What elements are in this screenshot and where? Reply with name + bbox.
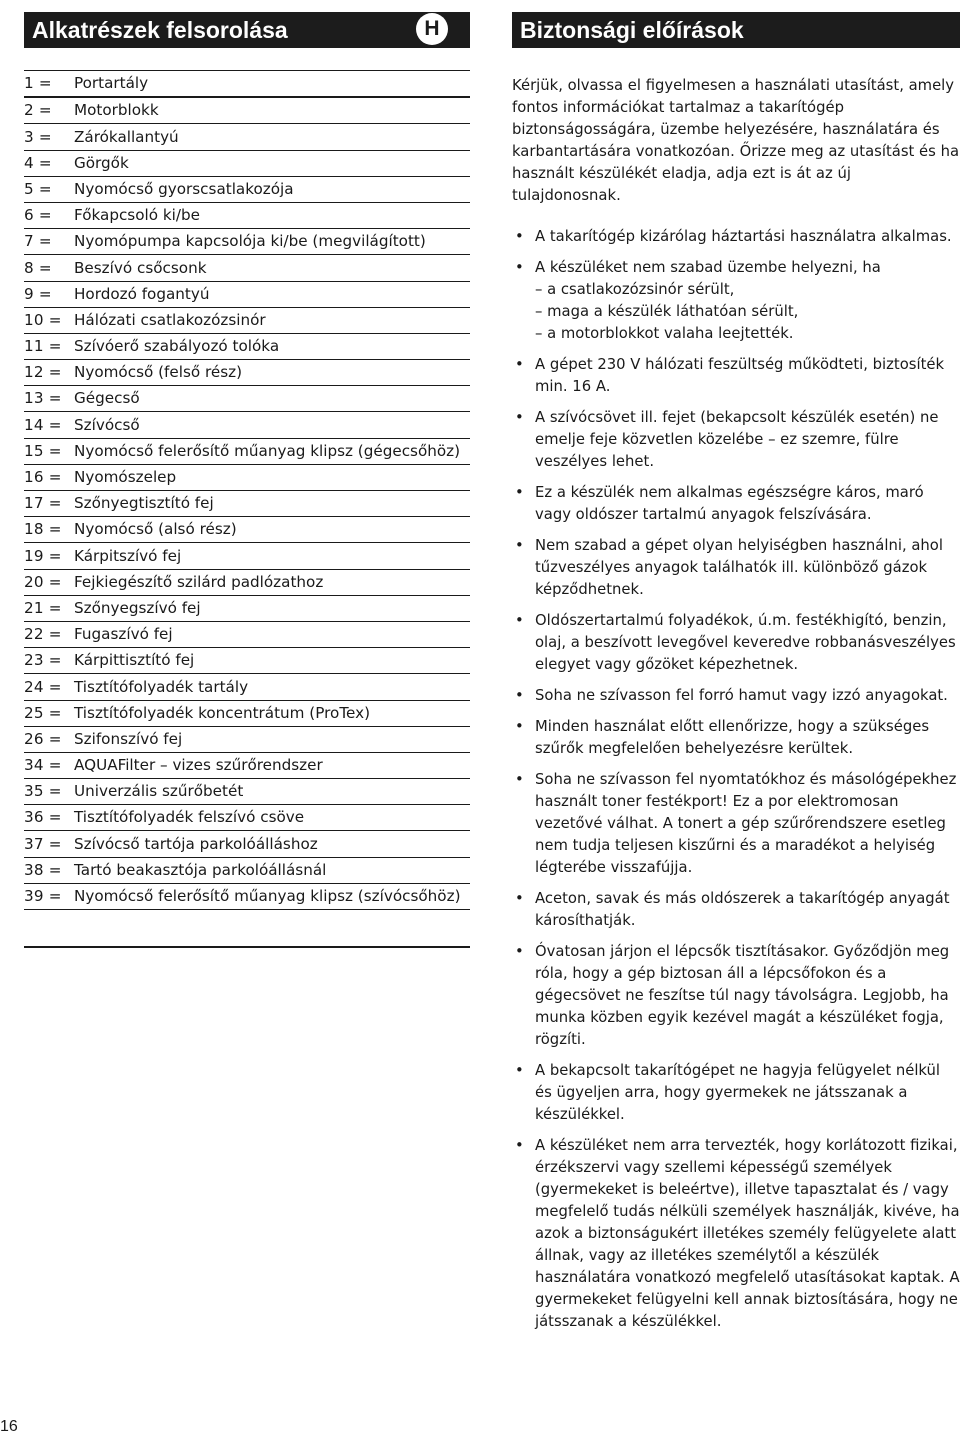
part-label: AQUAFilter – vizes szűrőrendszer: [74, 756, 323, 775]
bullet-icon: •: [515, 259, 524, 276]
parts-list-item: [24, 753, 470, 779]
language-badge: H: [416, 13, 448, 45]
bullet-icon: •: [515, 356, 524, 373]
page-number: 16: [0, 1418, 18, 1435]
bullet-icon: •: [515, 612, 524, 629]
parts-list-item: [24, 229, 470, 255]
part-label: Szívócső: [74, 415, 140, 434]
part-label: Nyomópumpa kapcsolója ki/be (megvilágított): [74, 232, 426, 251]
parts-list-item: [24, 727, 470, 753]
part-number: 15 =: [24, 441, 62, 460]
part-number: 20 =: [24, 572, 62, 591]
part-number: 16 =: [24, 468, 62, 486]
safety-rule-item: [512, 888, 960, 932]
safety-rule-text: Soha ne szívasson fel nyomtatókhoz és másológépekhez használt toner festékport! Ez a por elektromosan vezetővé válhat. A tonert a gép szűrőrendszere esetleg nem tudja teljesen kiszűrni és a maradékot a helyiség légterébe visszafújja.: [535, 771, 957, 876]
part-number: 25 =: [24, 703, 62, 722]
parts-list-item: [24, 648, 470, 674]
part-label: Fejkiegészítő szilárd padlózathoz: [74, 572, 324, 591]
bullet-icon: •: [515, 1137, 524, 1154]
safety-rule-text: A gépet 230 V hálózati feszültség működteti, biztosíték min. 16 A.: [535, 356, 945, 395]
parts-list-item: [24, 439, 470, 465]
part-label: Nyomócső (felső rész): [74, 363, 243, 382]
safety-rule-item: [512, 716, 960, 760]
safety-rule-text: Soha ne szívasson fel forró hamut vagy izzó anyagokat.: [535, 687, 948, 704]
part-number: 37 =: [24, 834, 62, 853]
parts-list-item: [24, 858, 470, 884]
part-number: 6 =: [24, 206, 52, 225]
part-label: Portartály: [74, 74, 149, 93]
part-label: Szívócső tartója parkolóálláshoz: [74, 834, 318, 853]
parts-list-item: [24, 517, 470, 543]
part-number: 11 =: [24, 337, 62, 356]
safety-rule-item: [512, 482, 960, 526]
bullet-icon: •: [515, 484, 524, 501]
part-number: 9 =: [24, 284, 52, 303]
part-number: 3 =: [24, 127, 52, 146]
safety-rule-text: Oldószertartalmú folyadékok, ú.m. festékhigító, benzin, olaj, a beszívott levegővel keveredve robbanásveszélyes elegyet vagy gőzöket képezhetnek.: [535, 612, 956, 673]
parts-list-item: [24, 124, 470, 150]
part-number: 14 =: [24, 415, 62, 434]
part-label: Szőnyegtisztító fej: [74, 494, 214, 513]
parts-list-item: [24, 570, 470, 596]
safety-rule-subitem: – a csatlakozózsinór sérült,: [535, 281, 735, 298]
part-number: 19 =: [24, 546, 62, 565]
parts-list-item: [24, 308, 470, 334]
safety-rule-item: [512, 941, 960, 1051]
parts-list-item: [24, 543, 470, 569]
part-label: Nyomócső (alsó rész): [74, 520, 237, 539]
part-label: Hordozó fogantyú: [74, 284, 210, 303]
safety-rule-item: [512, 257, 960, 345]
part-label: Tartó beakasztója parkolóállásnál: [74, 860, 327, 879]
part-label: Nyomócső felerősítő műanyag klipsz (szívócsőhöz): [74, 887, 461, 905]
part-label: Nyomócső felerősítő műanyag klipsz (gégecsőhöz): [74, 441, 461, 460]
part-label: Tisztítófolyadék koncentrátum (ProTex): [74, 703, 370, 722]
part-label: Univerzális szűrőbetét: [74, 782, 244, 801]
part-number: 8 =: [24, 258, 52, 277]
parts-list-item: [24, 360, 470, 386]
part-number: 36 =: [24, 808, 62, 827]
parts-list-item: [24, 255, 470, 281]
parts-list-item: [24, 831, 470, 857]
bullet-icon: •: [515, 943, 524, 960]
bullet-icon: •: [515, 537, 524, 554]
safety-rule-text: Nem szabad a gépet olyan helyiségben használni, ahol tűzveszélyes anyagok találhatók ill. különböző gázok képződhetnek.: [535, 537, 943, 598]
part-number: 23 =: [24, 651, 62, 670]
part-label: Szifonszívó fej: [74, 729, 183, 748]
part-label: Fugaszívó fej: [74, 625, 173, 644]
parts-list-item: [24, 805, 470, 831]
safety-rule-subitem: – a motorblokkot valaha leejtették.: [535, 325, 794, 342]
safety-rule-item: [512, 354, 960, 398]
safety-rule-text: A készüléket nem szabad üzembe helyezni, ha: [535, 259, 881, 276]
parts-list-item: [24, 412, 470, 438]
part-number: 39 =: [24, 887, 62, 905]
safety-rule-text: A készüléket nem arra tervezték, hogy korlátozott fizikai, érzékszervi vagy szellemi képességű személyek (gyermekeket is beleértve), illetve tapasztalat és / vagy megfelelő tudás nélküli személyek használják, kivéve, ha azok a biztonságukért illetékes személy felügyelete alatt állnak, vagy az illetékes személytől a készülék használatára vonatkozó megfelelő utasításokat kaptak. A gyermekeket felügyelni kell annak biztosítására, hogy ne játsszanak a készülékkel.: [535, 1137, 960, 1330]
part-number: 2 =: [24, 101, 52, 120]
safety-rule-text: A bekapcsolt takarítógépet ne hagyja felügyelet nélkül és ügyeljen arra, hogy gyermekek ne játsszanak a készülékkel.: [535, 1062, 941, 1123]
part-label: Hálózati csatlakozózsinór: [74, 310, 266, 329]
part-number: 1 =: [24, 74, 52, 93]
bullet-icon: •: [515, 718, 524, 735]
parts-list-item: [24, 282, 470, 308]
part-number: 34 =: [24, 756, 62, 775]
part-label: Kárpittisztító fej: [74, 651, 195, 670]
part-label: Nyomószelep: [74, 468, 177, 486]
parts-list-item: [24, 151, 470, 177]
bullet-icon: •: [515, 771, 524, 788]
bullet-icon: •: [515, 409, 524, 426]
parts-list-item: [24, 203, 470, 229]
part-label: Szőnyegszívó fej: [74, 598, 201, 617]
safety-rule-text: A takarítógép kizárólag háztartási használatra alkalmas.: [535, 228, 952, 245]
parts-list: [24, 70, 470, 948]
part-label: Gégecső: [74, 389, 140, 408]
part-label: Kárpitszívó fej: [74, 546, 182, 565]
part-number: 26 =: [24, 729, 62, 748]
safety-rule-item: [512, 1135, 960, 1333]
safety-rule-item: [512, 535, 960, 601]
parts-list-blank-row: [24, 910, 470, 948]
parts-list-item: [24, 884, 470, 910]
parts-list-item: [24, 98, 470, 124]
parts-list-item: [24, 701, 470, 727]
part-label: Szívóerő szabályozó tolóka: [74, 337, 280, 356]
part-number: 7 =: [24, 232, 52, 251]
safety-rule-item: [512, 769, 960, 879]
part-number: 5 =: [24, 179, 52, 198]
part-number: 35 =: [24, 782, 62, 801]
parts-list-item: [24, 334, 470, 360]
parts-list-item: [24, 386, 470, 412]
safety-title: Biztonsági előírások: [520, 17, 744, 43]
parts-list-item: [24, 491, 470, 517]
part-label: Görgők: [74, 153, 129, 172]
safety-rule-item: [512, 226, 960, 248]
parts-list-item: [24, 177, 470, 203]
parts-list-header: [24, 12, 470, 48]
part-label: Főkapcsoló ki/be: [74, 206, 200, 225]
safety-rule-item: [512, 685, 960, 707]
part-number: 38 =: [24, 860, 62, 879]
part-number: 13 =: [24, 389, 62, 408]
part-number: 10 =: [24, 310, 62, 329]
part-number: 22 =: [24, 625, 62, 644]
part-label: Nyomócső gyorscsatlakozója: [74, 179, 294, 198]
safety-rule-item: [512, 610, 960, 676]
part-label: Tisztítófolyadék tartály: [74, 677, 249, 696]
safety-rule-text: Óvatosan járjon el lépcsők tisztításakor. Győződjön meg róla, hogy a gép biztosan áll a lépcsőfokon és a gégecsövet ne feszítse túl nagy távolságra. Legjobb, ha munka közben egyik kezével magát a készüléket fogja, rögzíti.: [535, 943, 950, 1048]
part-label: Beszívó csőcsonk: [74, 258, 207, 277]
part-number: 21 =: [24, 598, 62, 617]
part-number: 18 =: [24, 520, 62, 539]
parts-list-item: [24, 596, 470, 622]
safety-rule-text: Ez a készülék nem alkalmas egészségre káros, maró vagy oldószer tartalmú anyagok felszívására.: [535, 484, 924, 523]
part-number: 17 =: [24, 494, 62, 513]
safety-rule-text: Minden használat előtt ellenőrizze, hogy a szükséges szűrők megfelelően behelyezésre kerültek.: [535, 718, 930, 757]
safety-header: [512, 12, 960, 48]
bullet-icon: •: [515, 687, 524, 704]
parts-list-item: [24, 622, 470, 648]
safety-rule-text: Aceton, savak és más oldószerek a takarítógép anyagát károsíthatják.: [535, 890, 950, 929]
part-number: 24 =: [24, 677, 62, 696]
safety-rule-text: A szívócsövet ill. fejet (bekapcsolt készülék esetén) ne emelje feje közvetlen közelébe – ez szemre, fülre veszélyes lehet.: [535, 409, 939, 470]
part-number: 4 =: [24, 153, 52, 172]
safety-rule-subitem: – maga a készülék láthatóan sérült,: [535, 303, 799, 320]
part-label: Tisztítófolyadék felszívó csöve: [74, 808, 305, 827]
part-number: 12 =: [24, 363, 62, 382]
part-label: Motorblokk: [74, 101, 159, 120]
safety-intro: Kérjük, olvassa el figyelmesen a használati utasítást, amely fontos információkat tartalmaz a takarítógép biztonságosságára, üzembe helyezésére, használatára és karbantartására vonatkozóan. Őrizze meg az utasítást és ha használt készülékét eladja, adja ezt is át az új tulajdonosnak.: [512, 77, 960, 204]
parts-list-item: [24, 71, 470, 98]
parts-list-item: [24, 465, 470, 491]
safety-rule-item: [512, 407, 960, 473]
bullet-icon: •: [515, 228, 524, 245]
parts-list-item: [24, 779, 470, 805]
safety-rule-item: [512, 1060, 960, 1126]
parts-list-item: [24, 674, 470, 700]
bullet-icon: •: [515, 890, 524, 907]
safety-rules-list: [512, 226, 960, 1342]
bullet-icon: •: [515, 1062, 524, 1079]
parts-list-title: Alkatrészek felsorolása: [32, 17, 288, 43]
part-label: Zárókallantyú: [74, 127, 179, 146]
